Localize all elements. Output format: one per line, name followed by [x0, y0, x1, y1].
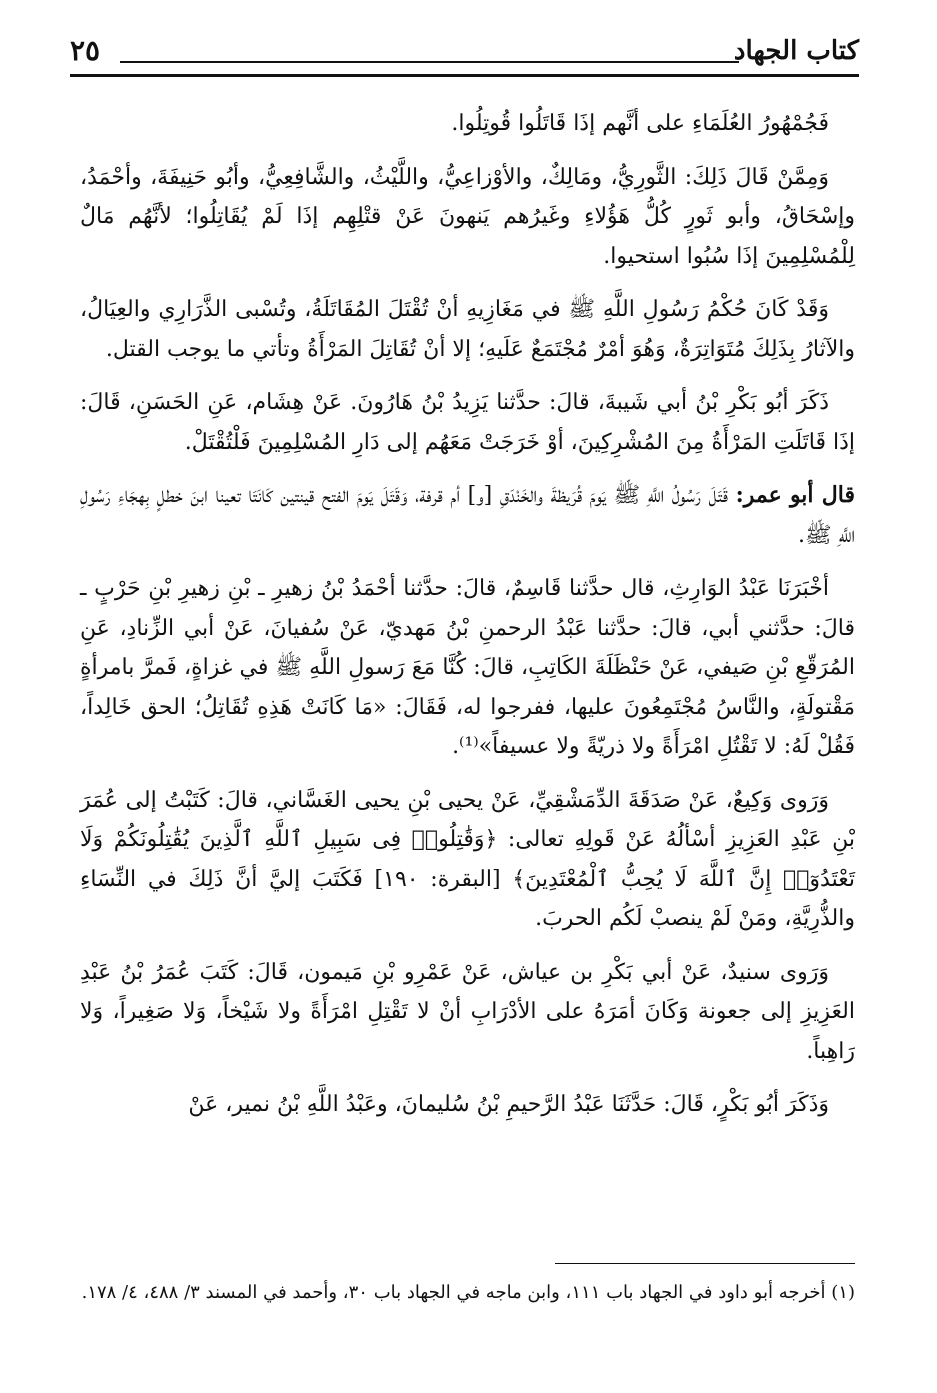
footnote-1: (١) أخرجه أبو داود في الجهاد باب ١١١، وابن ماجه في الجهاد باب ٣٠، وأحمد في المسند ٣/ ٤٨٨، ٤/ ١٧٨.: [81, 1282, 855, 1303]
paragraph: فَجُمْهُورُ العُلَمَاءِ على أنَّهم إذَا قَاتَلُوا قُوتِلُوا.: [451, 111, 829, 136]
speaker-label: قال أبو عمر:: [735, 482, 855, 508]
paragraph: وَرَوى وَكِيعٌ، عَنْ صَدَقَةَ الدِّمَشْقِيِّ، عَنْ يحيى بْنِ يحيى الغَسَّاني، قالَ: كَتَبْتُ إلى عُمَرَ بْنِ عَبْدِ العَزِيزِ أسْألُهُ عَنْ قَولِهِ تعالى: ﴿وَقَٰتِلُوا۟ فِى سَبِيلِ ٱللَّهِ ٱلَّذِينَ يُقَٰتِلُونَكُمْ وَلَا تَعْتَدُوٓا۟ إِنَّ ٱللَّهَ لَا يُحِبُّ ٱلْمُعْتَدِينَ﴾ [البقرة: ١٩٠] فَكَتَبَ إليَّ أنَّ ذَلِكَ في النِّسَاءِ والذُّرِيَّةِ، ومَنْ لَمْ ينصبْ لَكُم الحربَ.: [80, 787, 855, 931]
running-title: كتاب الجهاد: [733, 36, 859, 66]
footnote-separator: [555, 1263, 855, 1264]
paragraph: وَمِمَّنْ قَالَ ذَلِكَ: الثَّورِيُّ، ومَالِكٌ، والأوْزاعِيُّ، واللَّيْثُ، والشَّافِعِيُّ، وأبُو حَنِيفَةَ، وأحْمَدُ، وإسْحَاقُ، وأبو ثَورٍ كُلُّ هَؤُلاءِ وغَيرُهم يَنهونَ عَنْ قتْلِهِم إذَا لَمْ يُقَاتِلُوا؛ لأنَّهُم مَالٌ لِلْمُسْلِمِينَ إذَا سُبُوا استحيوا.: [80, 164, 855, 269]
paragraph: أخْبَرَنَا عَبْدُ الوَارِثِ، قال حدَّثنا قَاسِمٌ، قالَ: حدَّثنا أحْمَدُ بْنُ زهيرِ ـ بْنِ زهيرِ بْنِ حَرْبٍ ـ قالَ: حدَّثني أبي، قالَ: حدَّثنا عَبْدُ الرحمنِ بْنُ مَهديّ، عَنْ سُفيانَ، عَنْ أبي الزِّنادِ، عَنِ المُرَقّعِ بْنِ صَيفي، عَنْ حَنْظَلَةَ الكَاتِبِ، قالَ: كُنَّا مَعَ رَسولِ اللَّهِ ﷺ في غزاةٍ، فَمرَّ بامرأةٍ مَقْتولَةٍ، والنَّاسُ مُجْتَمِعُونَ عليها، ففرجوا له، فَقَالَ: «مَا كَانَتْ هَذِهِ تُقَاتِلُ؛ الحق خَالِداً، فَقُلْ لَهُ: لا تَقْتُلِ امْرَأَةً ولا ذريّةً ولا عسيفاً»⁽¹⁾.: [80, 576, 855, 759]
paragraph: ذَكَرَ أبُو بَكْرِ بْنُ أبي شَيبةَ، قالَ: حدَّثنا يَزِيدُ بْنُ هَارُونَ. عَنْ هِشَام، عَنِ الحَسَنِ، قَالَ: إذَا قَاتَلَتِ المَرْأَةُ مِنَ المُشْرِكِينَ، أوْ خَرَجَتْ مَعَهُم إلى دَارِ المُسْلِمِينَ فَلْتُقْتَلْ.: [80, 390, 855, 455]
paragraph: وَذَكَرَ أبُو بَكْرٍ، قَالَ: حَدَّثَنَا عَبْدُ الرَّحيمِ بْنُ سُليمانَ، وعَبْدُ اللَّهِ بْنُ نمير، عَنْ: [188, 1092, 829, 1117]
paragraph-text: قَتَلَ رَسُولُ اللَّهِ ﷺ يَومَ قُرَيظةَ والخَنْدَقِ [و] أم قرفة، وَقَتَلَ يَومَ الفتح قينتين كَانَتَا تعينا ابنَ خطلٍ بِهجَاءِ رَسُولِ اللَّهِ ﷺ.: [80, 483, 855, 548]
paragraph-abu-umar: [80, 476, 855, 555]
header-rule: [120, 61, 739, 63]
page-number: ٢٥: [70, 34, 101, 67]
main-text: [80, 104, 855, 1139]
footnotes: [80, 1276, 855, 1310]
header-underline: [70, 74, 859, 77]
paragraph: وَقَدْ كَانَ حُكْمُ رَسُولِ اللَّهِ ﷺ في مَغَازِيهِ أنْ تُقْتَلَ المُقَاتَلَةُ، وتُسْبى الذَّرَارِي والعِيَالُ، والآثارُ بِذَلِكَ مُتَوَاتِرَةٌ، وَهُوَ أمْرٌ مُجْتَمَعٌ عَلَيهِ؛ إلا أنْ تُقَاتِلَ المَرْأَةُ وتأتي ما يوجب القتل.: [80, 297, 855, 362]
paragraph: وَرَوى سنيدٌ، عَنْ أبي بَكْرِ بن عياش، عَنْ عَمْرِو بْنِ مَيمون، قَالَ: كَتَبَ عُمَرُ بْنُ عَبْدِ العَزِيزِ إلى جعونة وَكَانَ أمَرَهُ على الأدْرَابِ أنْ لا تَقْتِلِ امْرَأَةً ولا شَيْخاً، وَلا صَغِيراً، وَلا رَاهِباً.: [80, 959, 855, 1064]
running-header: [70, 30, 859, 74]
